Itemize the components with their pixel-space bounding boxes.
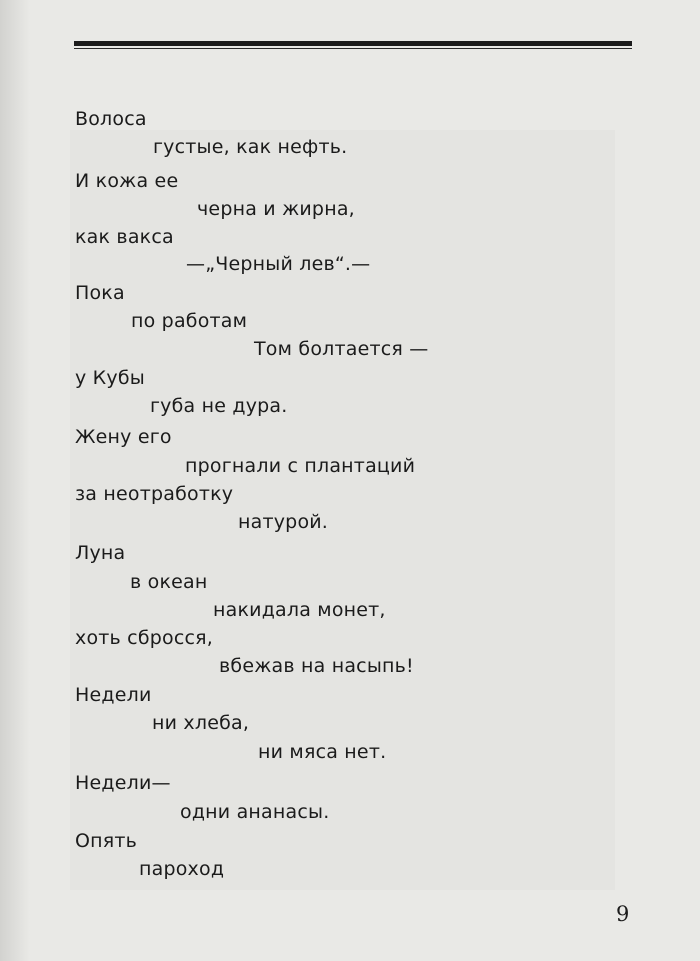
poem-line: за неотработку [75, 483, 234, 505]
poem-line: натурой. [238, 511, 329, 533]
poem-line: Жену его [75, 426, 172, 448]
poem-line: Луна [75, 542, 126, 564]
poem-line: ни мяса нет. [258, 741, 387, 763]
poem-line: у Кубы [75, 367, 145, 389]
header-rule-thick [74, 41, 632, 46]
poem-line: как вакса [75, 226, 174, 248]
poem-line: вбежав на насыпь! [219, 655, 414, 677]
poem-line: пароход [139, 858, 225, 880]
poem-line: Опять [75, 830, 138, 852]
poem-line: губа не дура. [150, 395, 288, 417]
poem-line: хоть сбросся, [75, 627, 213, 649]
page-number: 9 [616, 902, 630, 926]
poem-line: Недели [75, 684, 152, 706]
poem-line: одни ананасы. [180, 801, 330, 823]
poem-line: в океан [130, 571, 208, 593]
poem-line: прогнали с плантаций [185, 455, 416, 477]
page-edge-shadow [0, 0, 30, 961]
poem-line: —„Черный лев“.— [186, 253, 371, 275]
poem-line: Волоса [75, 108, 147, 130]
poem-line: Том болтается — [254, 338, 429, 360]
poem-line: И кожа ее [75, 170, 179, 192]
poem-line: ни хлеба, [152, 712, 250, 734]
poem-line: накидала монет, [213, 599, 386, 621]
poem-line: черна и жирна, [197, 198, 355, 220]
poem-line: густые, как нефть. [153, 136, 348, 158]
poem-line: по работам [131, 310, 248, 332]
poem-line: Недели— [75, 772, 171, 794]
header-rule-thin [74, 48, 632, 49]
poem-line: Пока [75, 282, 125, 304]
